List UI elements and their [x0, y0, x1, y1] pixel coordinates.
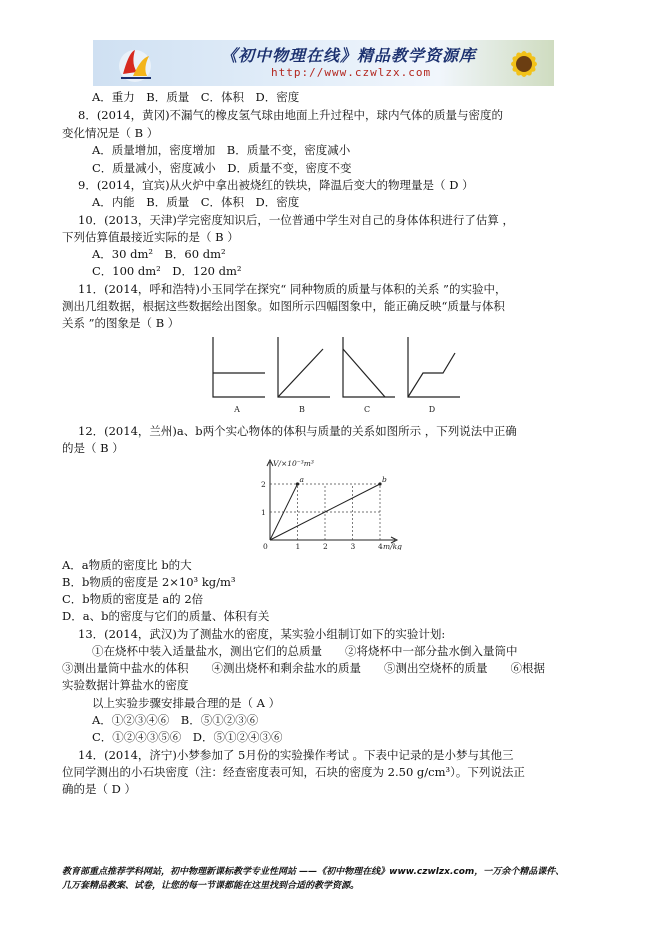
q11-stem-line2: 测出几组数据，根据这些数据绘出图象。如图所示四幅图象中，能正确反映“质量与体积: [62, 299, 505, 313]
footer-line2: 几万套精品教案、试卷，让您的每一节课都能在这里找到合适的教学资源。: [62, 881, 360, 891]
q14-stem-line1: 14．(2014，济宁)小梦参加了 5月份的实验操作考试 。下表中记录的是小梦与其他三: [78, 748, 514, 762]
graph-a-label: A: [234, 405, 240, 414]
q9-options: A．内能 B．质量 C．体积 D．密度: [92, 195, 300, 209]
q13-question: 以上实验步骤安排最合理的是（ A ）: [92, 696, 281, 710]
graph-c-label: C: [363, 405, 371, 414]
q13-steps-line1: ①在烧杯中装入适量盐水，测出它们的总质量 ②将烧杯中一部分盐水倒入量筒中: [92, 644, 518, 658]
q8-stem-line2: 变化情况是（ B ）: [62, 126, 159, 140]
series-label-a: a: [299, 475, 304, 484]
q13-steps-line2: ③测出量筒中盐水的体积 ④测出烧杯和剩余盐水的质量 ⑤测出空烧杯的质量 ⑥根据: [62, 661, 545, 675]
q13-options-cd: C．①②④③⑤⑥ D．⑤①②④③⑥: [92, 730, 283, 744]
q12-option-b: B．b物质的密度是 2×10³ kg/m³: [62, 575, 236, 589]
q11-stem-line3: 关系 ”的图象是（ B ）: [62, 316, 180, 330]
banner-url[interactable]: http://www.czwlzx.com: [271, 66, 432, 79]
q12-option-a: A．a物质的密度比 b的大: [62, 558, 192, 572]
q8-options-ab: A．质量增加，密度增加 B．质量不变，密度减小: [92, 143, 351, 157]
x-tick-label: 3: [350, 542, 356, 550]
q14-stem-line2: 位同学测出的小石块密度（注：经查密度表可知，石块的密度为 2.50 g/cm³）。下列说法正: [62, 765, 525, 779]
q12-volume-mass-chart: [255, 458, 415, 550]
q13-options-ab: A．①②③④⑥ B．⑤①②③⑥: [92, 713, 259, 727]
q12-stem-line1: 12．(2014，兰州)a、b两个实心物体的体积与质量的关系如图所示 ，下列说法中正确: [78, 424, 517, 438]
x-tick-label: 1: [295, 542, 301, 550]
footer-line1: 教育部重点推荐学科网站，初中物理新课标教学专业性网站 ——《初中物理在线》www.czwlzx.com，一万余个精品课件、: [62, 867, 565, 877]
graph-b-label: B: [299, 405, 305, 414]
x-tick-label: 4: [378, 542, 383, 550]
q10-options-cd: C．100 dm² D．120 dm²: [92, 264, 242, 278]
q13-stem: 13．(2014，武汉)为了测盐水的密度，某实验小组制订如下的实验计划:: [78, 627, 446, 641]
q12-option-d: D．a、b的密度与它们的质量、体积有关: [62, 609, 270, 623]
q13-steps-line3: 实验数据计算盐水的密度: [62, 678, 189, 692]
q11-stem-line1: 11．(2014，呼和浩特)小玉同学在探究“ 同种物质的质量与体积的关系 ”的实验中，: [78, 282, 507, 296]
site-logo-icon: [115, 44, 155, 84]
graph-d-line: [408, 353, 455, 397]
header-banner: [93, 40, 554, 86]
graph-c-axes: [343, 337, 395, 397]
x-tick-label: 0: [263, 542, 268, 550]
y-tick-label: 1: [261, 508, 266, 517]
q11-graphs-figure: [205, 335, 465, 417]
banner-title: 《初中物理在线》精品教学资源库: [221, 46, 477, 65]
graph-d-axes: [408, 337, 460, 397]
graph-b-line: [278, 349, 323, 397]
sunflower-icon: [498, 42, 550, 86]
q12-stem-line2: 的是（ B ）: [62, 441, 124, 455]
y-axis-label: V/×10⁻³m³: [273, 459, 314, 468]
q7-options: A．重力 B．质量 C．体积 D．密度: [92, 90, 300, 104]
q10-options-ab: A．30 dm² B．60 dm²: [92, 247, 226, 261]
q14-stem-line3: 确的是（ D ）: [62, 782, 137, 796]
graph-c-line: [343, 349, 385, 397]
x-axis-label: m/kg: [383, 542, 402, 550]
y-tick-label: 2: [261, 480, 266, 489]
q8-options-cd: C．质量减小，密度减小 D．质量不变，密度不变: [92, 161, 352, 175]
q8-stem-line1: 8．(2014，黄冈)不漏气的橡皮氢气球由地面上升过程中，球内气体的质量与密度的: [78, 108, 504, 122]
graph-a-axes: [213, 337, 265, 397]
series-label-b: b: [382, 475, 387, 484]
q9-stem: 9．(2014，宜宾)从火炉中拿出被烧红的铁块，降温后变大的物理量是（ D ）: [78, 178, 474, 192]
graph-d-label: D: [428, 405, 436, 414]
x-tick-label: 2: [323, 542, 328, 550]
q10-stem-line1: 10．(2013，天津)学完密度知识后，一位普通中学生对自己的身体体积进行了估算 ，: [78, 213, 515, 227]
q12-option-c: C．b物质的密度是 a的 2倍: [62, 592, 204, 606]
q10-stem-line2: 下列估算值最接近实际的是（ B ）: [62, 230, 239, 244]
